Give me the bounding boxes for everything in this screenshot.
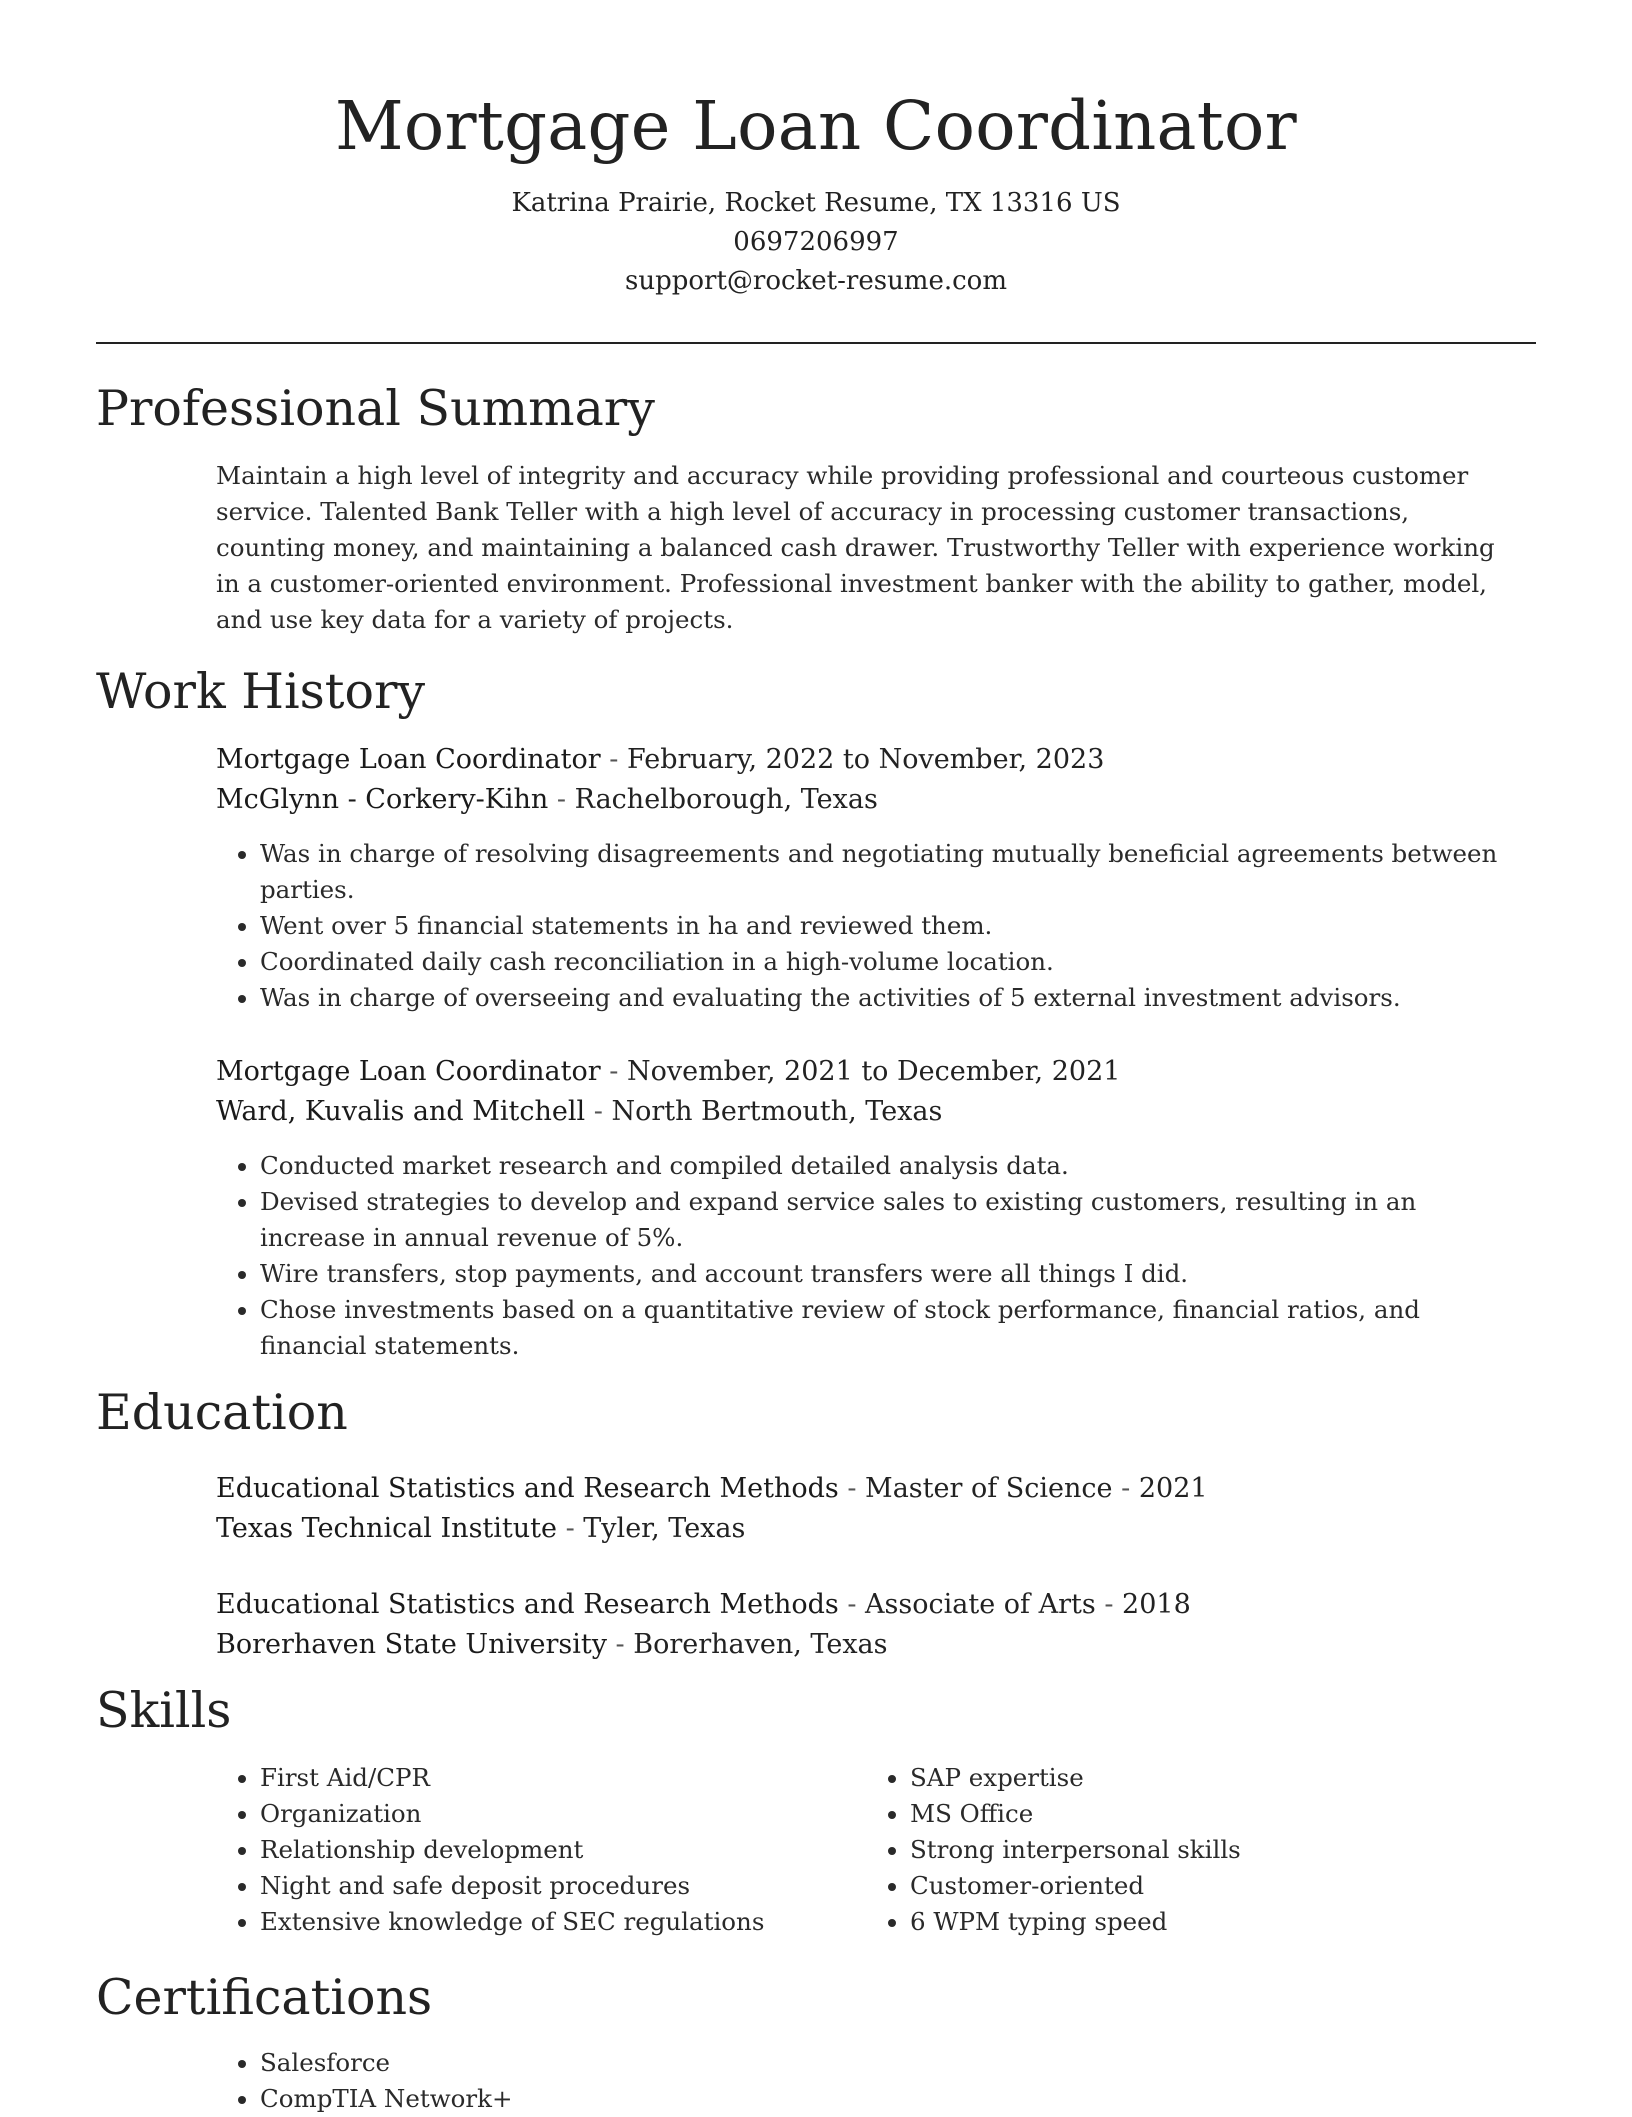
- separator: -: [593, 1096, 603, 1127]
- list-item: • CompTIA Network+: [260, 2081, 816, 2117]
- skills-column-right: [866, 1760, 1466, 1940]
- job-entry: [216, 740, 1516, 1016]
- separator: -: [609, 744, 619, 775]
- education-block: [216, 1469, 1516, 1665]
- skills-list-left: [216, 1760, 816, 1940]
- list-item: • Chose investments based on a quantitative review of stock performance, financial ratios, and financial statements.: [260, 1292, 1516, 1364]
- school-line: [216, 1509, 1516, 1549]
- education-degree: Associate of Arts: [865, 1589, 1096, 1620]
- separator: -: [847, 1473, 857, 1504]
- degree-line: [216, 1585, 1516, 1625]
- list-item: • Was in charge of overseeing and evaluating the activities of 5 external investment advisors.: [260, 980, 1516, 1016]
- education-field: Educational Statistics and Research Methods: [216, 1589, 839, 1620]
- work-history-block: [216, 740, 1516, 1364]
- job-company: Ward, Kuvalis and Mitchell: [216, 1096, 586, 1127]
- job-dates: November, 2021 to December, 2021: [626, 1056, 1121, 1087]
- job-location: Rachelborough, Texas: [574, 784, 878, 815]
- separator: -: [1104, 1589, 1114, 1620]
- education-location: Borerhaven, Texas: [633, 1629, 888, 1660]
- contact-email: support@rocket-resume.com: [624, 266, 1007, 296]
- contact-phone: 0697206997: [733, 227, 899, 257]
- skills-list-right: [866, 1760, 1466, 1940]
- education-school: Borerhaven State University: [216, 1629, 607, 1660]
- education-year: 2018: [1122, 1589, 1191, 1620]
- list-item: • Strong interpersonal skills: [910, 1832, 1466, 1868]
- education-year: 2021: [1138, 1473, 1208, 1504]
- list-item: • Was in charge of resolving disagreements and negotiating mutually beneficial agreements between parties.: [260, 836, 1516, 908]
- job-dates: February, 2022 to November, 2023: [626, 744, 1105, 775]
- education-entry: [216, 1585, 1516, 1665]
- list-item: • 6 WPM typing speed: [910, 1904, 1466, 1940]
- certifications-list: [216, 2045, 816, 2117]
- separator: -: [1121, 1473, 1131, 1504]
- separator: -: [609, 1056, 619, 1087]
- separator: -: [615, 1629, 625, 1660]
- job-title-line: [216, 1052, 1516, 1092]
- summary-text: Maintain a high level of integrity and accuracy while providing professional and courteous customer service. Talented Bank Teller with a high level of accuracy in processing customer transactions, counting money, and maintaining a balanced cash drawer. Trustworthy Teller with experience working in a customer-oriented environment. Professional investment banker with the ability to gather, model, and use key data for a variety of projects.: [216, 461, 1495, 634]
- list-item: • Extensive knowledge of SEC regulations: [260, 1904, 816, 1940]
- contact-info: [0, 184, 1632, 301]
- job-bullets: [216, 1148, 1516, 1364]
- certifications-block: [216, 2045, 816, 2117]
- list-item: • Conducted market research and compiled detailed analysis data.: [260, 1148, 1516, 1184]
- section-title-work-history: Work History: [96, 663, 426, 720]
- list-item: • Salesforce: [260, 2045, 816, 2081]
- skills-column-left: [216, 1760, 816, 1940]
- education-field: Educational Statistics and Research Methods: [216, 1473, 839, 1504]
- list-item: • MS Office: [910, 1796, 1466, 1832]
- job-company-line: [216, 780, 1516, 820]
- list-item: • SAP expertise: [910, 1760, 1466, 1796]
- list-item: • Went over 5 financial statements in ha and reviewed them.: [260, 908, 1516, 944]
- summary-block: [216, 458, 1516, 638]
- header-divider: [96, 342, 1536, 344]
- degree-line: [216, 1469, 1516, 1509]
- separator: -: [565, 1513, 575, 1544]
- job-company-line: [216, 1092, 1516, 1132]
- list-item: • Organization: [260, 1796, 816, 1832]
- list-item: • Devised strategies to develop and expand service sales to existing customers, resulting in an increase in annual revenue of 5%.: [260, 1184, 1516, 1256]
- section-title-education: Education: [96, 1384, 348, 1441]
- education-degree: Master of Science: [865, 1473, 1113, 1504]
- job-role: Mortgage Loan Coordinator: [216, 744, 601, 775]
- section-title-certifications: Certifications: [96, 1969, 433, 2026]
- list-item: • Coordinated daily cash reconciliation in a high-volume location.: [260, 944, 1516, 980]
- job-role: Mortgage Loan Coordinator: [216, 1056, 601, 1087]
- education-location: Tyler, Texas: [583, 1513, 746, 1544]
- job-location: North Bertmouth, Texas: [611, 1096, 943, 1127]
- job-bullets: [216, 836, 1516, 1016]
- job-title-line: [216, 740, 1516, 780]
- school-line: [216, 1625, 1516, 1665]
- list-item: • Relationship development: [260, 1832, 816, 1868]
- education-school: Texas Technical Institute: [216, 1513, 557, 1544]
- separator: -: [556, 784, 567, 815]
- education-entry: [216, 1469, 1516, 1549]
- section-title-summary: Professional Summary: [96, 380, 655, 437]
- section-title-skills: Skills: [96, 1682, 232, 1739]
- separator: -: [847, 1589, 857, 1620]
- list-item: • Customer-oriented: [910, 1868, 1466, 1904]
- job-company: McGlynn - Corkery-Kihn: [216, 784, 549, 815]
- list-item: • Night and safe deposit procedures: [260, 1868, 816, 1904]
- contact-address: Katrina Prairie, Rocket Resume, TX 13316 US: [511, 188, 1121, 218]
- job-entry: [216, 1052, 1516, 1364]
- list-item: • First Aid/CPR: [260, 1760, 816, 1796]
- candidate-title: Mortgage Loan Coordinator: [335, 87, 1297, 165]
- list-item: • Wire transfers, stop payments, and account transfers were all things I did.: [260, 1256, 1516, 1292]
- resume-header: [0, 82, 1632, 301]
